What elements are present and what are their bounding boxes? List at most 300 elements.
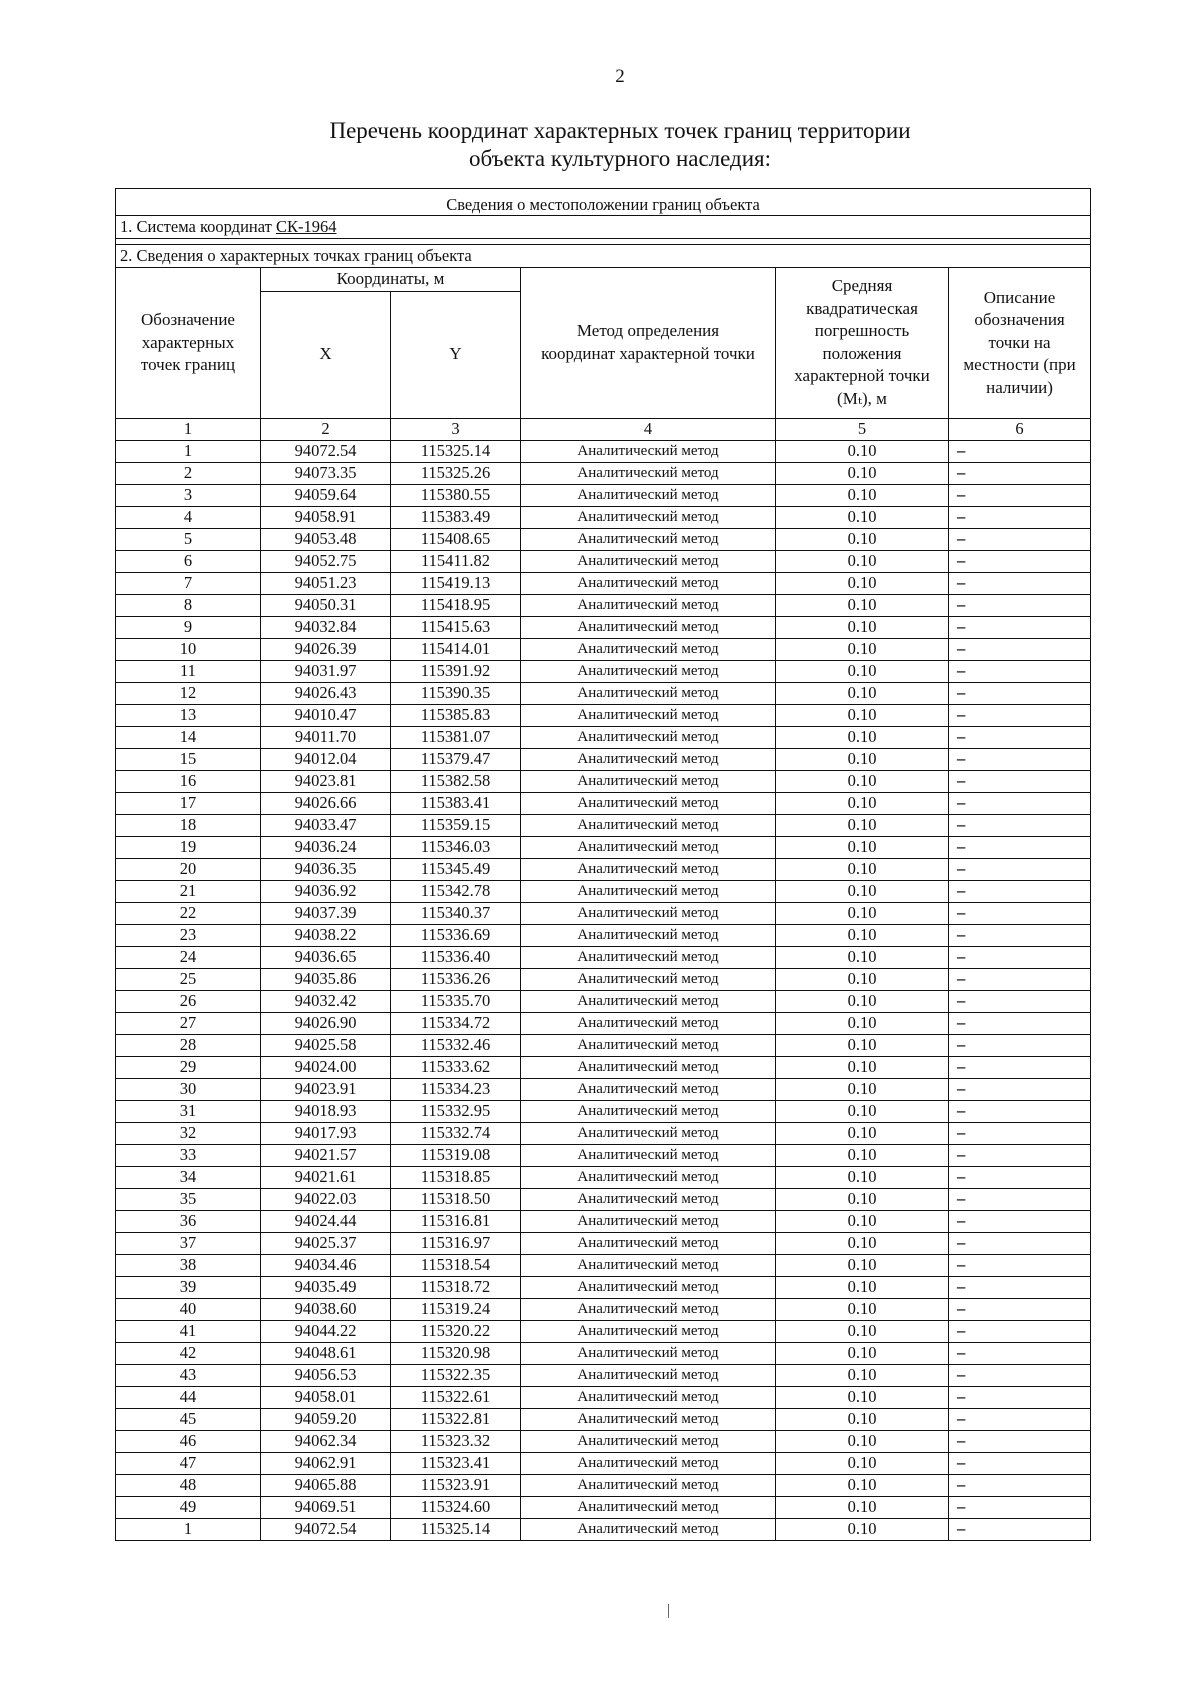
table-row (116, 616, 1091, 638)
y-coordinate: 115419.13 (391, 572, 521, 594)
points-section-title: 2. Сведения о характерных точках границ объекта (116, 245, 1091, 268)
table-row (116, 1298, 1091, 1320)
error: 0.10 (776, 638, 949, 660)
description: – (949, 1056, 1091, 1078)
error: 0.10 (776, 902, 949, 924)
x-coordinate: 94035.86 (261, 968, 391, 990)
point-id: 45 (116, 1408, 261, 1430)
method: Аналитический метод (521, 1034, 776, 1056)
point-id: 13 (116, 704, 261, 726)
y-coordinate: 115323.91 (391, 1474, 521, 1496)
description: – (949, 1078, 1091, 1100)
x-coordinate: 94035.49 (261, 1276, 391, 1298)
point-id: 30 (116, 1078, 261, 1100)
error: 0.10 (776, 1342, 949, 1364)
y-coordinate: 115325.14 (391, 440, 521, 462)
y-coordinate: 115322.61 (391, 1386, 521, 1408)
table-row (116, 1210, 1091, 1232)
method: Аналитический метод (521, 1232, 776, 1254)
description: – (949, 1210, 1091, 1232)
point-id: 31 (116, 1100, 261, 1122)
point-id: 2 (116, 462, 261, 484)
title-line-2: объекта культурного наследия: (468, 146, 772, 171)
column-number: 1 (116, 418, 261, 440)
table-row (116, 528, 1091, 550)
y-coordinate: 115333.62 (391, 1056, 521, 1078)
method: Аналитический метод (521, 572, 776, 594)
description: – (949, 1298, 1091, 1320)
error: 0.10 (776, 1056, 949, 1078)
x-coordinate: 94036.35 (261, 858, 391, 880)
method: Аналитический метод (521, 1144, 776, 1166)
description: – (949, 902, 1091, 924)
table-row (116, 726, 1091, 748)
table-row (116, 1232, 1091, 1254)
coordinate-system (116, 216, 1091, 239)
y-coordinate: 115418.95 (391, 594, 521, 616)
y-coordinate: 115342.78 (391, 880, 521, 902)
x-coordinate: 94062.34 (261, 1430, 391, 1452)
error: 0.10 (776, 682, 949, 704)
error: 0.10 (776, 1254, 949, 1276)
method: Аналитический метод (521, 1122, 776, 1144)
error: 0.10 (776, 594, 949, 616)
y-coordinate: 115322.81 (391, 1408, 521, 1430)
error: 0.10 (776, 1210, 949, 1232)
x-coordinate: 94072.54 (261, 440, 391, 462)
point-id: 26 (116, 990, 261, 1012)
error: 0.10 (776, 528, 949, 550)
point-id: 49 (116, 1496, 261, 1518)
description: – (949, 1518, 1091, 1540)
y-coordinate: 115322.35 (391, 1364, 521, 1386)
point-id: 22 (116, 902, 261, 924)
description: – (949, 748, 1091, 770)
table-row (116, 682, 1091, 704)
point-id: 15 (116, 748, 261, 770)
table-row (116, 1342, 1091, 1364)
x-coordinate: 94058.91 (261, 506, 391, 528)
point-id: 18 (116, 814, 261, 836)
y-coordinate: 115382.58 (391, 770, 521, 792)
table-row (116, 858, 1091, 880)
x-coordinate: 94024.00 (261, 1056, 391, 1078)
method: Аналитический метод (521, 484, 776, 506)
table-row (116, 946, 1091, 968)
x-coordinate: 94036.92 (261, 880, 391, 902)
error: 0.10 (776, 924, 949, 946)
point-id: 9 (116, 616, 261, 638)
x-coordinate: 94073.35 (261, 462, 391, 484)
x-coordinate: 94022.03 (261, 1188, 391, 1210)
coordinates-table (115, 188, 1091, 1541)
description: – (949, 1232, 1091, 1254)
table-row (116, 594, 1091, 616)
table-row (116, 638, 1091, 660)
table-row (116, 1034, 1091, 1056)
x-coordinate: 94053.48 (261, 528, 391, 550)
method: Аналитический метод (521, 1100, 776, 1122)
column-number: 5 (776, 418, 949, 440)
method: Аналитический метод (521, 858, 776, 880)
error: 0.10 (776, 1012, 949, 1034)
point-id: 28 (116, 1034, 261, 1056)
x-coordinate: 94024.44 (261, 1210, 391, 1232)
error: 0.10 (776, 1166, 949, 1188)
x-coordinate: 94033.47 (261, 814, 391, 836)
x-coordinate: 94031.97 (261, 660, 391, 682)
x-coordinate: 94056.53 (261, 1364, 391, 1386)
method: Аналитический метод (521, 660, 776, 682)
description: – (949, 990, 1091, 1012)
description: – (949, 1100, 1091, 1122)
column-number: 6 (949, 418, 1091, 440)
table-row (116, 440, 1091, 462)
method: Аналитический метод (521, 1364, 776, 1386)
method: Аналитический метод (521, 792, 776, 814)
error: 0.10 (776, 1122, 949, 1144)
y-coordinate: 115323.32 (391, 1430, 521, 1452)
point-id: 5 (116, 528, 261, 550)
description: – (949, 1320, 1091, 1342)
x-coordinate: 94011.70 (261, 726, 391, 748)
description: – (949, 572, 1091, 594)
column-number: 2 (261, 418, 391, 440)
y-coordinate: 115324.60 (391, 1496, 521, 1518)
error: 0.10 (776, 1408, 949, 1430)
description: – (949, 1474, 1091, 1496)
method: Аналитический метод (521, 440, 776, 462)
method: Аналитический метод (521, 968, 776, 990)
method: Аналитический метод (521, 550, 776, 572)
method: Аналитический метод (521, 1518, 776, 1540)
y-coordinate: 115318.54 (391, 1254, 521, 1276)
table-row (116, 902, 1091, 924)
description: – (949, 968, 1091, 990)
x-coordinate: 94025.58 (261, 1034, 391, 1056)
x-coordinate: 94026.66 (261, 792, 391, 814)
method: Аналитический метод (521, 1188, 776, 1210)
description: – (949, 484, 1091, 506)
section-title: Сведения о местоположении границ объекта (116, 195, 1091, 216)
method: Аналитический метод (521, 924, 776, 946)
point-id: 41 (116, 1320, 261, 1342)
error: 0.10 (776, 792, 949, 814)
y-coordinate: 115325.26 (391, 462, 521, 484)
x-coordinate: 94048.61 (261, 1342, 391, 1364)
x-coordinate: 94051.23 (261, 572, 391, 594)
point-id: 4 (116, 506, 261, 528)
description: – (949, 638, 1091, 660)
point-id: 20 (116, 858, 261, 880)
method: Аналитический метод (521, 1276, 776, 1298)
point-id: 3 (116, 484, 261, 506)
y-coordinate: 115336.69 (391, 924, 521, 946)
x-coordinate: 94026.39 (261, 638, 391, 660)
table-row (116, 792, 1091, 814)
method: Аналитический метод (521, 1386, 776, 1408)
point-id: 14 (116, 726, 261, 748)
y-coordinate: 115381.07 (391, 726, 521, 748)
coordinates-table-wrapper (115, 188, 1090, 1541)
description: – (949, 1386, 1091, 1408)
coordinate-system-value: СК-1964 (275, 217, 337, 236)
x-coordinate: 94023.81 (261, 770, 391, 792)
method: Аналитический метод (521, 748, 776, 770)
table-row (116, 1430, 1091, 1452)
point-id: 7 (116, 572, 261, 594)
error: 0.10 (776, 704, 949, 726)
error: 0.10 (776, 1518, 949, 1540)
method: Аналитический метод (521, 814, 776, 836)
description: – (949, 836, 1091, 858)
y-coordinate: 115340.37 (391, 902, 521, 924)
y-coordinate: 115320.22 (391, 1320, 521, 1342)
description: – (949, 1364, 1091, 1386)
x-coordinate: 94012.04 (261, 748, 391, 770)
point-id: 10 (116, 638, 261, 660)
method: Аналитический метод (521, 682, 776, 704)
y-coordinate: 115414.01 (391, 638, 521, 660)
table-row (116, 770, 1091, 792)
description: – (949, 1188, 1091, 1210)
table-row (116, 462, 1091, 484)
description: – (949, 1342, 1091, 1364)
x-coordinate: 94050.31 (261, 594, 391, 616)
header-coordinates: Координаты, м (261, 268, 521, 292)
error: 0.10 (776, 1144, 949, 1166)
method: Аналитический метод (521, 836, 776, 858)
method: Аналитический метод (521, 1254, 776, 1276)
x-coordinate: 94036.65 (261, 946, 391, 968)
header-y: Y (391, 291, 521, 418)
description: – (949, 1276, 1091, 1298)
method: Аналитический метод (521, 1210, 776, 1232)
y-coordinate: 115346.03 (391, 836, 521, 858)
x-coordinate: 94072.54 (261, 1518, 391, 1540)
description: – (949, 1144, 1091, 1166)
description: – (949, 528, 1091, 550)
y-coordinate: 115390.35 (391, 682, 521, 704)
error: 0.10 (776, 1078, 949, 1100)
y-coordinate: 115318.85 (391, 1166, 521, 1188)
y-coordinate: 115332.95 (391, 1100, 521, 1122)
error: 0.10 (776, 770, 949, 792)
table-row (116, 660, 1091, 682)
method: Аналитический метод (521, 946, 776, 968)
description: – (949, 704, 1091, 726)
y-coordinate: 115334.23 (391, 1078, 521, 1100)
method: Аналитический метод (521, 1056, 776, 1078)
error: 0.10 (776, 836, 949, 858)
point-id: 47 (116, 1452, 261, 1474)
method: Аналитический метод (521, 462, 776, 484)
table-row (116, 1078, 1091, 1100)
y-coordinate: 115391.92 (391, 660, 521, 682)
error: 0.10 (776, 506, 949, 528)
error: 0.10 (776, 1276, 949, 1298)
method: Аналитический метод (521, 1012, 776, 1034)
description: – (949, 682, 1091, 704)
table-row (116, 1144, 1091, 1166)
table-row (116, 836, 1091, 858)
y-coordinate: 115320.98 (391, 1342, 521, 1364)
method: Аналитический метод (521, 990, 776, 1012)
scan-mark (668, 1604, 669, 1618)
method: Аналитический метод (521, 1342, 776, 1364)
method: Аналитический метод (521, 506, 776, 528)
error: 0.10 (776, 1386, 949, 1408)
error: 0.10 (776, 440, 949, 462)
x-coordinate: 94065.88 (261, 1474, 391, 1496)
method: Аналитический метод (521, 1298, 776, 1320)
table-row (116, 1100, 1091, 1122)
point-id: 36 (116, 1210, 261, 1232)
description: – (949, 440, 1091, 462)
description: – (949, 462, 1091, 484)
table-row (116, 924, 1091, 946)
error: 0.10 (776, 1100, 949, 1122)
x-coordinate: 94032.42 (261, 990, 391, 1012)
table-row (116, 1254, 1091, 1276)
y-coordinate: 115332.46 (391, 1034, 521, 1056)
table-row (116, 1320, 1091, 1342)
error: 0.10 (776, 1364, 949, 1386)
description: – (949, 792, 1091, 814)
method: Аналитический метод (521, 616, 776, 638)
error: 0.10 (776, 990, 949, 1012)
point-id: 1 (116, 440, 261, 462)
point-id: 1 (116, 1518, 261, 1540)
description: – (949, 770, 1091, 792)
point-id: 35 (116, 1188, 261, 1210)
x-coordinate: 94052.75 (261, 550, 391, 572)
y-coordinate: 115318.50 (391, 1188, 521, 1210)
description: – (949, 814, 1091, 836)
table-row (116, 1056, 1091, 1078)
error: 0.10 (776, 1430, 949, 1452)
point-id: 38 (116, 1254, 261, 1276)
header-error: Средняя квадратическая погрешность положения характерной точки (Mₜ), м (776, 268, 949, 419)
y-coordinate: 115380.55 (391, 484, 521, 506)
x-coordinate: 94025.37 (261, 1232, 391, 1254)
error: 0.10 (776, 1232, 949, 1254)
description: – (949, 1430, 1091, 1452)
table-row (116, 1364, 1091, 1386)
table-row (116, 880, 1091, 902)
y-coordinate: 115318.72 (391, 1276, 521, 1298)
error: 0.10 (776, 462, 949, 484)
point-id: 27 (116, 1012, 261, 1034)
header-designation: Обозначение характерных точек границ (116, 268, 261, 419)
point-id: 23 (116, 924, 261, 946)
error: 0.10 (776, 550, 949, 572)
method: Аналитический метод (521, 594, 776, 616)
column-number: 4 (521, 418, 776, 440)
table-row (116, 1122, 1091, 1144)
description: – (949, 1408, 1091, 1430)
table-row (116, 550, 1091, 572)
error: 0.10 (776, 660, 949, 682)
description: – (949, 1122, 1091, 1144)
description: – (949, 946, 1091, 968)
point-id: 16 (116, 770, 261, 792)
y-coordinate: 115319.08 (391, 1144, 521, 1166)
table-row (116, 1166, 1091, 1188)
point-id: 34 (116, 1166, 261, 1188)
table-row (116, 1276, 1091, 1298)
x-coordinate: 94059.64 (261, 484, 391, 506)
method: Аналитический метод (521, 1166, 776, 1188)
table-row (116, 572, 1091, 594)
description: – (949, 858, 1091, 880)
point-id: 21 (116, 880, 261, 902)
description: – (949, 1452, 1091, 1474)
header-x: X (261, 291, 391, 418)
point-id: 29 (116, 1056, 261, 1078)
description: – (949, 924, 1091, 946)
y-coordinate: 115332.74 (391, 1122, 521, 1144)
description: – (949, 1254, 1091, 1276)
y-coordinate: 115383.49 (391, 506, 521, 528)
error: 0.10 (776, 616, 949, 638)
error: 0.10 (776, 1188, 949, 1210)
table-row (116, 506, 1091, 528)
y-coordinate: 115385.83 (391, 704, 521, 726)
method: Аналитический метод (521, 704, 776, 726)
point-id: 6 (116, 550, 261, 572)
x-coordinate: 94026.90 (261, 1012, 391, 1034)
point-id: 44 (116, 1386, 261, 1408)
y-coordinate: 115415.63 (391, 616, 521, 638)
error: 0.10 (776, 1298, 949, 1320)
error: 0.10 (776, 880, 949, 902)
point-id: 39 (116, 1276, 261, 1298)
table-row (116, 1496, 1091, 1518)
y-coordinate: 115411.82 (391, 550, 521, 572)
error: 0.10 (776, 484, 949, 506)
point-id: 17 (116, 792, 261, 814)
point-id: 24 (116, 946, 261, 968)
point-id: 8 (116, 594, 261, 616)
table-row (116, 990, 1091, 1012)
method: Аналитический метод (521, 1452, 776, 1474)
x-coordinate: 94032.84 (261, 616, 391, 638)
method: Аналитический метод (521, 1430, 776, 1452)
description: – (949, 880, 1091, 902)
page-title (0, 117, 1200, 173)
x-coordinate: 94034.46 (261, 1254, 391, 1276)
table-row (116, 1188, 1091, 1210)
x-coordinate: 94026.43 (261, 682, 391, 704)
method: Аналитический метод (521, 528, 776, 550)
table-row (116, 1012, 1091, 1034)
table-row (116, 1452, 1091, 1474)
table-row (116, 1408, 1091, 1430)
y-coordinate: 115319.24 (391, 1298, 521, 1320)
x-coordinate: 94037.39 (261, 902, 391, 924)
description: – (949, 1166, 1091, 1188)
description: – (949, 1012, 1091, 1034)
y-coordinate: 115335.70 (391, 990, 521, 1012)
page-number: 2 (615, 66, 625, 87)
description: – (949, 660, 1091, 682)
table-row (116, 1474, 1091, 1496)
column-number-row (116, 418, 1091, 440)
point-id: 19 (116, 836, 261, 858)
method: Аналитический метод (521, 1320, 776, 1342)
point-id: 11 (116, 660, 261, 682)
